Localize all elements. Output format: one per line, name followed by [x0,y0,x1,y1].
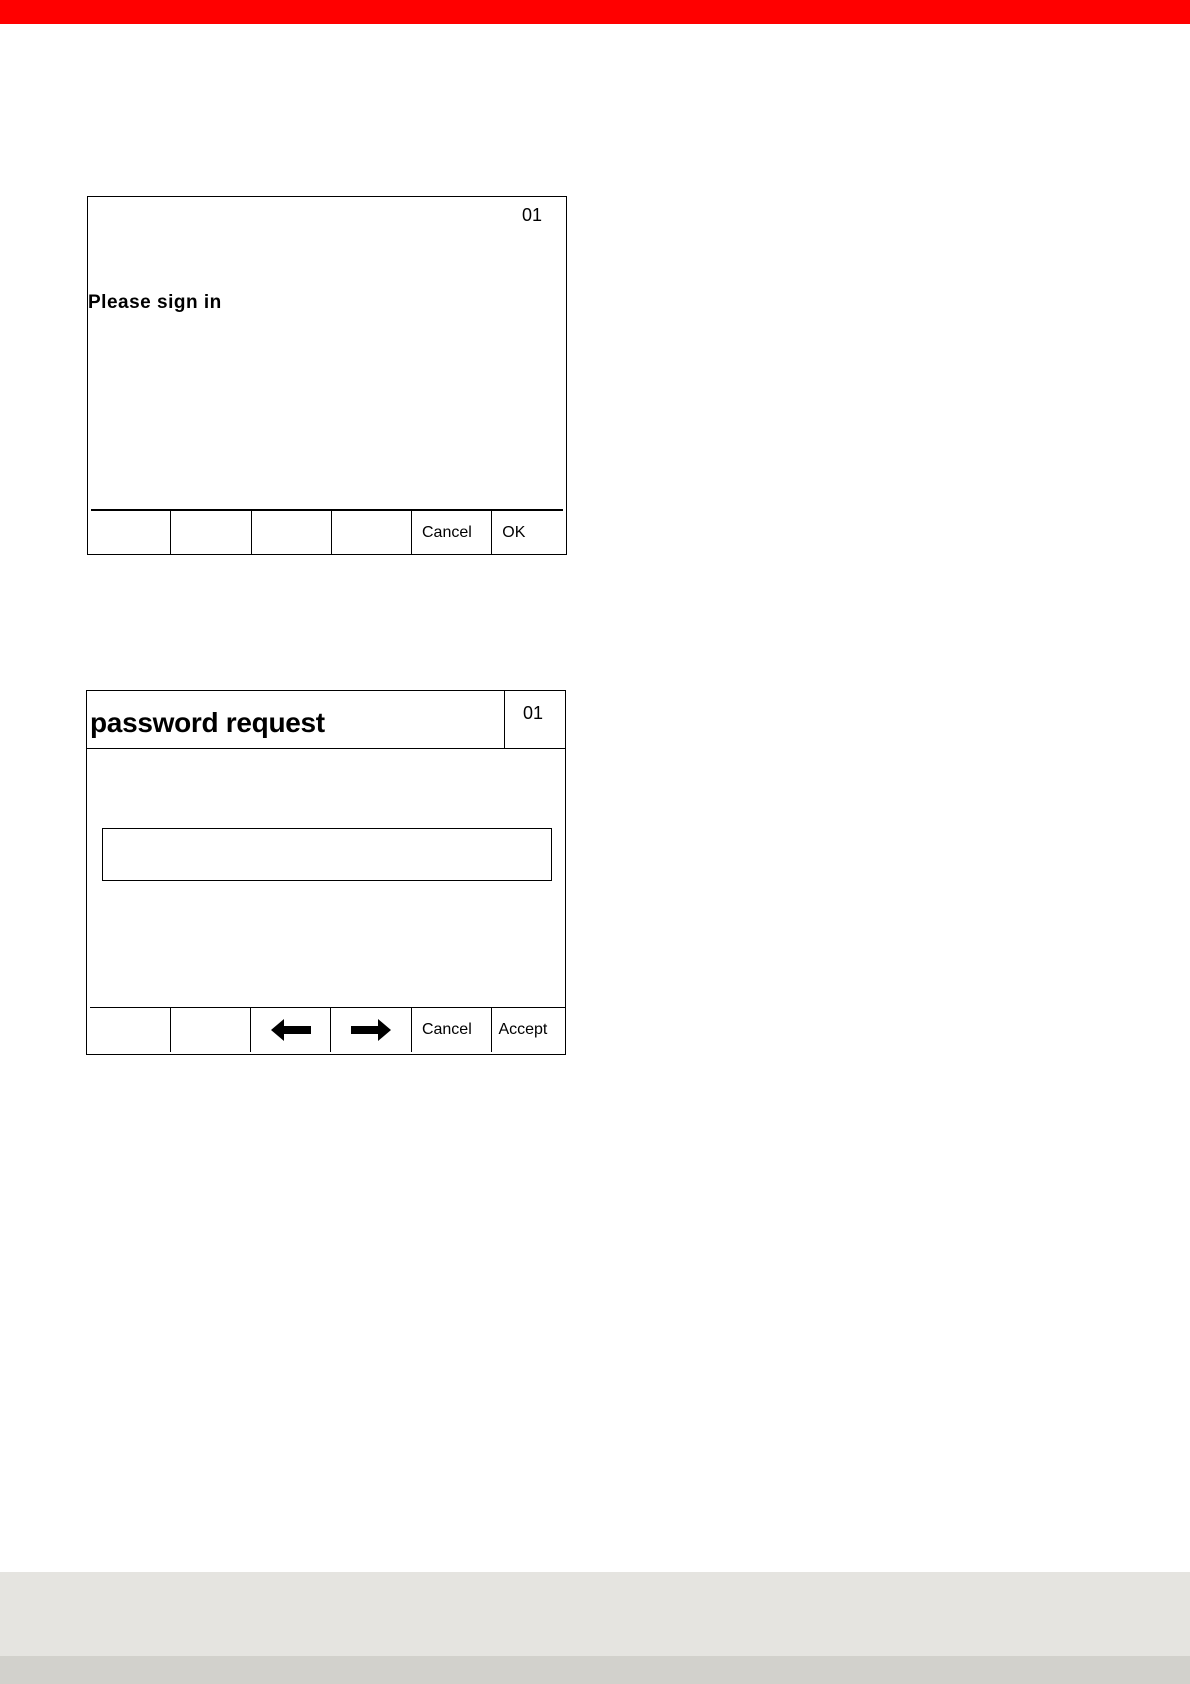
password-request-screen [86,690,566,1055]
accept-button[interactable]: Accept [498,1021,548,1038]
cursor-left-button[interactable] [251,1008,331,1052]
softkey-bar [91,509,563,554]
cancel-button[interactable]: Cancel [412,511,492,554]
softkey-2[interactable] [171,511,251,554]
footer-band [0,1572,1190,1656]
softkey-4[interactable] [332,511,412,554]
password-input[interactable] [102,828,552,881]
sign-in-prompt: Please sign in [88,292,222,313]
cursor-right-button[interactable] [331,1008,411,1052]
softkey-2[interactable] [171,1008,252,1052]
screen-counter: 01 [521,205,542,225]
footer-strip [0,1656,1190,1684]
softkey-3[interactable] [252,511,332,554]
cancel-button[interactable]: Cancel [412,1008,493,1052]
counter-box [504,691,565,748]
top-red-bar [0,0,1190,24]
screen-header [87,691,565,749]
softkey-1[interactable] [90,1008,171,1052]
softkey-1[interactable] [91,511,171,554]
arrow-left-icon [271,1019,311,1041]
ok-button[interactable]: OK [502,523,526,541]
screen-counter: 01 [523,703,544,723]
page-title: password request [90,707,325,738]
softkey-bar [90,1007,565,1052]
arrow-right-icon [351,1019,391,1041]
sign-in-screen [87,196,567,555]
